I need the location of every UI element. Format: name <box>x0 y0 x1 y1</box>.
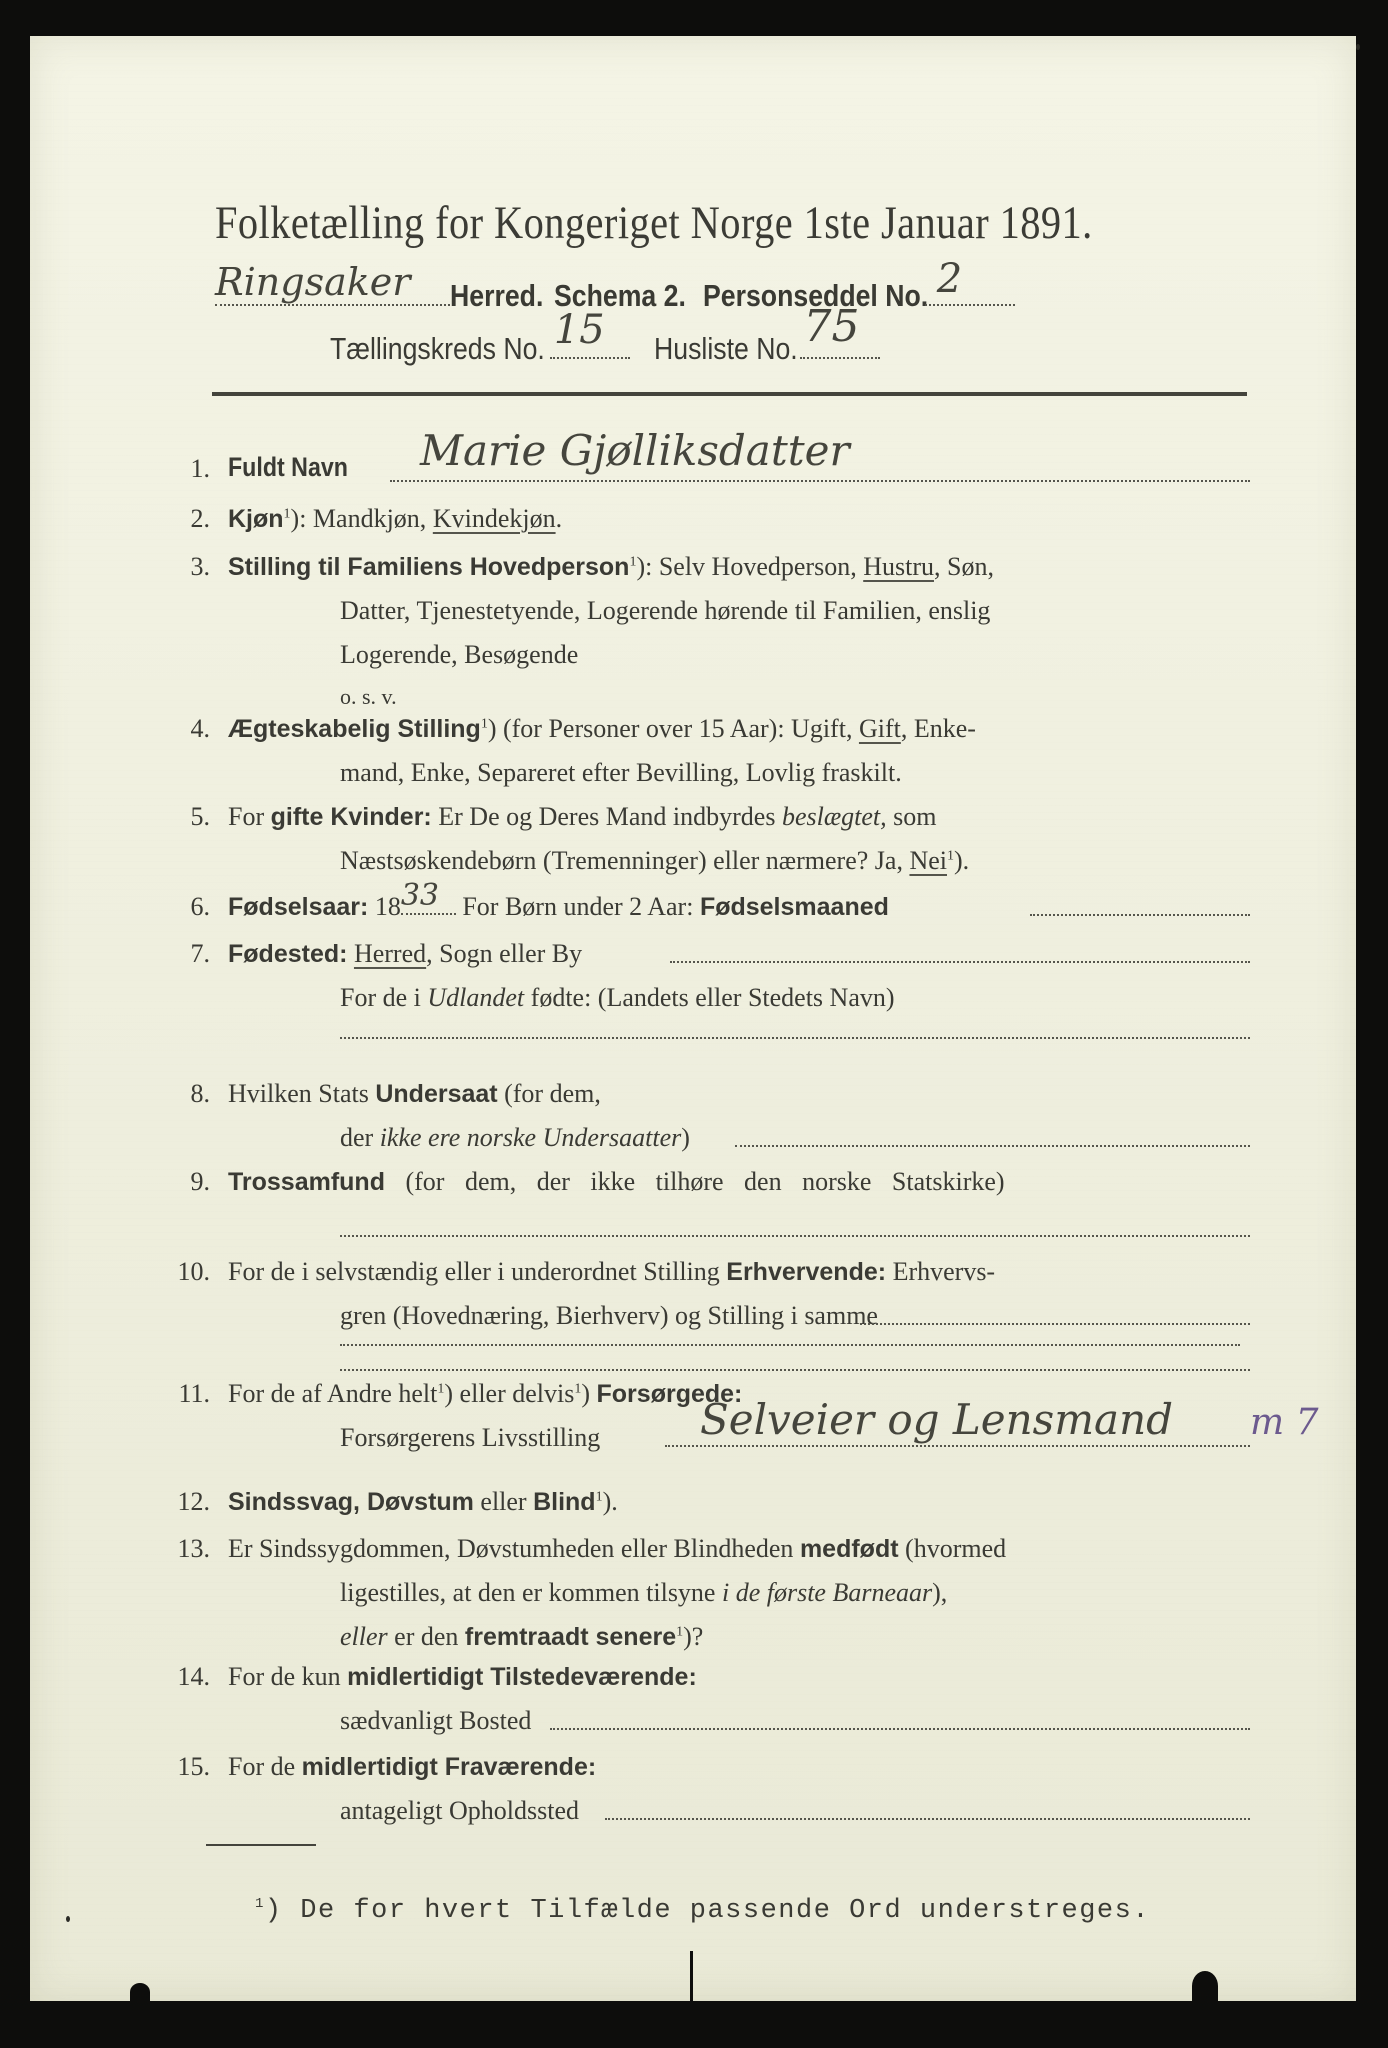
item-text: som <box>886 802 937 831</box>
citizenship-field[interactable] <box>735 1145 1250 1147</box>
footnote-ref: 1 <box>595 1489 603 1505</box>
item-number: 11. <box>178 1379 210 1408</box>
item-label: midlertidigt Fraværende: <box>301 1753 597 1781</box>
paper-speck <box>1356 44 1360 50</box>
provider-occupation-field[interactable] <box>665 1445 1250 1447</box>
item-label: Forsørgede: <box>596 1380 743 1408</box>
husliste-label: Husliste No. <box>654 331 799 366</box>
footnote-ref: 1 <box>947 848 954 864</box>
item-number: 1. <box>190 454 210 483</box>
item-text: (hvormed <box>898 1534 1007 1563</box>
paper-speck <box>66 1916 70 1922</box>
year-prefix: 18 <box>368 892 401 921</box>
item-text: For de i <box>340 983 428 1012</box>
selected-option[interactable]: Herred <box>353 939 427 968</box>
footnote-ref: 1 <box>437 1381 445 1397</box>
footnote-ref: 1 <box>480 716 488 732</box>
item-text: )? <box>683 1622 704 1651</box>
presumed-residence-field[interactable] <box>605 1818 1250 1820</box>
item-label: Fødselsmaaned <box>699 893 889 921</box>
item-label: Erhvervende: <box>726 1258 887 1286</box>
item-number: 13. <box>177 1534 210 1563</box>
item-8-citizenship <box>160 1081 1250 1161</box>
item-text: , Sogn eller By <box>426 939 583 968</box>
item-text: ) eller delvis <box>444 1379 575 1408</box>
occupation-field[interactable] <box>860 1323 1250 1325</box>
paper-tear <box>690 1951 693 2001</box>
item-number: 9. <box>190 1167 210 1196</box>
item-6-birth-year <box>160 878 1250 934</box>
birthplace-field[interactable] <box>670 961 1250 963</box>
item-number: 14. <box>177 1662 210 1691</box>
paper-tear <box>130 1983 150 2001</box>
item-14-temporarily-present <box>160 1664 1250 1744</box>
schema-label: Schema 2. <box>554 278 686 313</box>
header-row-numbers <box>330 301 880 367</box>
footnote-ref: 1 <box>574 1381 582 1397</box>
birth-year-field[interactable] <box>400 878 456 915</box>
item-text: ): Selv Hovedperson, <box>636 552 864 581</box>
item-text: (for dem, <box>497 1079 601 1108</box>
item-text: beslægtet, <box>781 802 887 831</box>
footnote-text: ) De for hvert Tilfælde passende Ord understreges. <box>264 1896 1151 1926</box>
census-form-page <box>30 36 1356 2001</box>
item-text: ligestilles, at den er kommen tilsyne <box>340 1578 722 1607</box>
footnote-ref: 1 <box>676 1624 684 1640</box>
item-text: mand, Enke, Separeret efter Bevilling, Lovlig fraskilt. <box>340 758 902 787</box>
item-label: Stilling til Familiens Hovedperson <box>228 553 630 581</box>
item-label: Blind <box>533 1488 596 1516</box>
item-number: 4. <box>190 714 210 743</box>
item-text: Næstsøskendebørn (Tremenninger) eller nærmere? Ja, <box>340 846 910 875</box>
item-label: Ægteskabelig Stilling <box>228 715 481 743</box>
item-text: ). <box>602 1487 618 1516</box>
item-text: For de af Andre helt <box>228 1379 438 1408</box>
item-text: ikke ere norske Undersaatter <box>379 1123 682 1152</box>
item-text: sædvanligt Bosted <box>340 1706 532 1735</box>
item-label: Fødselsaar: <box>228 893 369 921</box>
birth-month-field[interactable] <box>1030 914 1250 916</box>
herred-field[interactable] <box>215 260 450 306</box>
item-text: ). <box>954 846 970 875</box>
paper-tear <box>1192 1971 1218 2001</box>
item-text: ), <box>932 1578 948 1607</box>
husliste-field[interactable] <box>800 301 880 359</box>
item-text: , Enke- <box>900 714 976 743</box>
footnote-divider <box>206 1844 316 1846</box>
item-text: Er Sindssygdommen, Døvstumheden eller Blindheden <box>228 1534 800 1563</box>
item-label: midlertidigt Tilstedeværende: <box>347 1663 697 1691</box>
item-text: antageligt Opholdssted <box>340 1796 580 1825</box>
item-1-full-name <box>160 426 1250 488</box>
herred-label: Herred. <box>450 278 544 313</box>
item-text: er den <box>387 1622 465 1651</box>
item-label: Trossamfund <box>228 1168 385 1196</box>
footnote-ref: 1 <box>255 1896 265 1912</box>
header-row-herred <box>215 256 1015 314</box>
violet-annotation: m 7 <box>1250 1402 1319 1443</box>
footnote <box>255 1896 1150 1926</box>
item-text: o. s. v. <box>340 684 397 709</box>
item-text: Forsørgerens Livsstilling <box>340 1423 601 1452</box>
item-label: gifte Kvinder: <box>270 803 432 831</box>
item-text: For Børn under 2 Aar: <box>455 892 700 921</box>
item-label: Fuldt Navn <box>228 452 348 482</box>
birth-year-value: 33 <box>400 878 440 913</box>
item-number: 7. <box>190 939 210 968</box>
provider-occupation-value: Selveier og Lensmand <box>700 1395 1174 1444</box>
husliste-value: 75 <box>803 301 860 352</box>
item-text: For <box>228 802 271 831</box>
item-15-temporarily-absent <box>160 1754 1250 1834</box>
item-text: Logerende, Besøgende <box>340 640 579 669</box>
item-number: 10. <box>177 1257 210 1286</box>
selected-option[interactable]: Hustru <box>863 552 934 581</box>
item-text: i de første Barneaar <box>721 1578 933 1607</box>
item-text: fødte: (Landets eller Stedets Navn) <box>524 983 895 1012</box>
selected-option[interactable]: Gift <box>858 714 901 743</box>
item-label: Undersaat <box>375 1080 498 1108</box>
item-text: (for dem, der ikke tilhøre den norske Statskirke) <box>384 1167 1005 1196</box>
item-text: Datter, Tjenestetyende, Logerende hørende til Familien, enslig <box>340 596 991 625</box>
taellingskreds-label: Tællingskreds No. <box>330 331 545 366</box>
personseddel-value: 2 <box>936 256 963 302</box>
item-number: 12. <box>177 1487 210 1516</box>
item-label: Sindssvag, Døvstum <box>228 1488 474 1516</box>
item-label: Fødested: <box>228 940 348 968</box>
item-text: ) (for Personer over 15 Aar): Ugift, <box>487 714 859 743</box>
item-label: fremtraadt senere <box>464 1623 677 1651</box>
item-text: ): Mandkjøn, <box>290 504 433 533</box>
item-10-occupation <box>160 1259 1250 1389</box>
header-divider <box>212 392 1247 396</box>
occupation-field-3[interactable] <box>340 1344 1240 1346</box>
item-11-supported <box>160 1379 1319 1471</box>
religion-field[interactable] <box>340 1235 1250 1237</box>
personseddel-field[interactable] <box>925 256 1015 306</box>
item-number: 2. <box>190 504 210 533</box>
item-number: 3. <box>190 552 210 581</box>
usual-residence-field[interactable] <box>550 1728 1250 1730</box>
item-text: Erhvervs- <box>886 1257 996 1286</box>
personseddel-label: Personseddel No. <box>702 278 929 313</box>
full-name-field[interactable] <box>390 480 1250 482</box>
item-number: 6. <box>190 892 210 921</box>
item-text: Udlandet <box>427 983 525 1012</box>
item-text: ) <box>681 1123 690 1152</box>
item-7-birthplace <box>160 941 1250 1041</box>
occupation-field-2[interactable] <box>340 1369 1250 1371</box>
item-text: Hvilken Stats <box>228 1079 376 1108</box>
taellingskreds-value: 15 <box>553 307 605 353</box>
foreign-birthplace-field[interactable] <box>340 1037 1250 1039</box>
herred-value: Ringsaker <box>215 260 411 304</box>
footnote-ref: 1 <box>629 554 637 570</box>
item-text: eller <box>340 1622 388 1651</box>
item-text: . <box>555 504 563 533</box>
item-text: For de i selvstændig eller i underordnet Stilling <box>228 1257 727 1286</box>
item-label: Kjøn <box>228 505 284 533</box>
item-text: For de kun <box>228 1662 348 1691</box>
footnote-ref: 1 <box>283 506 291 522</box>
item-text: Er De og Deres Mand indbyrdes <box>431 802 782 831</box>
item-text: eller <box>473 1487 534 1516</box>
item-text: der <box>340 1123 380 1152</box>
selected-option[interactable]: Kvindekjøn <box>432 504 556 533</box>
item-text: For de <box>228 1752 302 1781</box>
item-label: medfødt <box>799 1535 899 1563</box>
item-number: 15. <box>177 1752 210 1781</box>
selected-option[interactable]: Nei <box>909 846 947 875</box>
item-text: gren (Hovednæring, Bierhverv) og Stilling i samme <box>340 1301 878 1330</box>
item-9-religion <box>160 1169 1250 1249</box>
full-name-value: Marie Gjølliksdatter <box>420 426 850 475</box>
item-text: , Søn, <box>933 552 994 581</box>
item-number: 5. <box>190 802 210 831</box>
taellingskreds-field[interactable] <box>550 307 630 359</box>
item-number: 8. <box>190 1079 210 1108</box>
form-title: Folketælling for Kongeriget Norge 1ste Januar 1891. <box>215 197 1093 249</box>
item-text: ) <box>581 1379 597 1408</box>
